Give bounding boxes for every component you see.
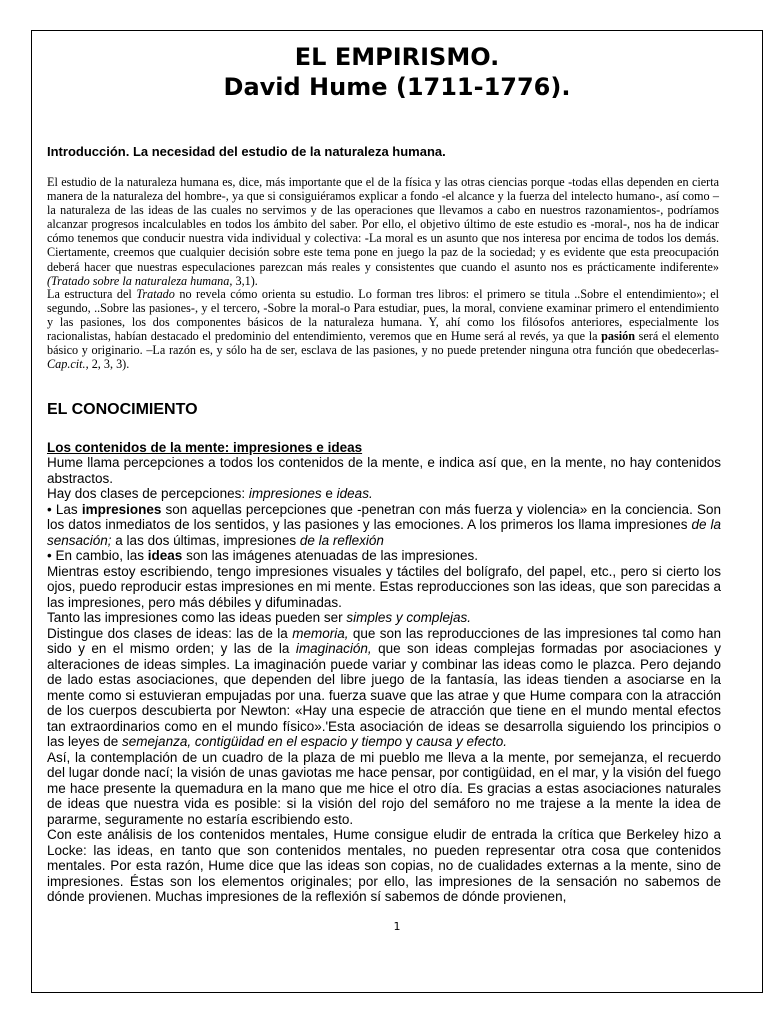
subsection-heading: Los contenidos de la mente: impresiones e ideas [47,440,363,455]
body-paragraph: • Las impresiones son aquellas percepciones que -penetran con más fuerza y violencia» en la conciencia. Son los datos inmediatos de los sentidos, y las pasiones y las emociones. A los primeros los llama impresiones de la sensación; a las dos últimas, impresiones de la reflexión [47,501,721,548]
intro-paragraph-1: El estudio de la naturaleza humana es, dice, más importante que el de la física y las otras ciencias porque -todas ellas dependen en cierta manera de la naturaleza del hombre-, ya que si consiguiéramos explicar a fondo -el alcance y la fuerza del intelecto humano-, así como –la naturaleza de las ideas de las cuales no servimos y de las operaciones que llevamos a cabo en nuestros razonamientos-, podríamos alcanzar progresos incalculables en todos los ámbito del saber. Por ello, el objetivo último de este estudio es -moral-, nos ha de indicar cómo tenemos que conducir nuestra vida individual y colectiva: -La moral es un asunto que nos interesa por encima de todos los demás. Ciertamente, creemos que cualquier decisión sobre este tema pone en juego la paz de la sociedad; y es evidente que esta preocupación deberá hacer que nuestras especulaciones parezcan más reales y consistentes que cuando el asunto nos es prácticamente indiferente» (Tratado sobre la naturaleza humana, 3,1). [47,175,719,288]
body-text [47,455,721,905]
document-title: EL EMPIRISMO. [294,43,500,71]
document-subtitle: David Hume (1711-1776). [223,73,571,101]
body-paragraph: Tanto las impresiones como las ideas pueden ser simples y complejas. [47,610,471,625]
body-paragraph: Con este análisis de los contenidos mentales, Hume consigue eludir de entrada la crítica que Berkeley hizo a Locke: las ideas, en tanto que son contenidos mentales, no pueden representar otra cosa que contenidos mentales. Por esta razón, Hume dice que las ideas son copias, no de cualidades externas a la mente, sino de impresiones. Éstas son los elementos originales; por ello, las impresiones de la sensación no sabemos de dónde provienen. Muchas impresiones de la reflexión sí sabemos de dónde provienen, [47,827,721,904]
body-paragraph: • En cambio, las ideas son las imágenes atenuadas de las impresiones. [47,548,478,563]
section-heading: EL CONOCIMIENTO [47,401,198,418]
page-number: 1 [393,920,401,933]
body-paragraph: Así, la contemplación de un cuadro de la plaza de mi pueblo me lleva a la mente, por semejanza, el recuerdo del lugar donde nací; la visión de unas gaviotas me hace pensar, por contigüidad, en el mar, y la visión del fuego me hace presente la quemadura en la mano que me hice el otro día. Es gracias a estas asociaciones naturales de ideas que nuestra vida es posible: si la visión del rojo del semáforo no me trajese a la mente la idea de pararme, seguramente no estaría escribiendo esto. [47,749,721,827]
body-paragraph: Distingue dos clases de ideas: las de la memoria, que son las reproducciones de las impresiones tal como han sido y en el mismo orden; y las de la imaginación, que son ideas complejas formadas por asociaciones y alteraciones de ideas simples. La imaginación puede variar y combinar las ideas como le plazca. Pero dejando de lado estas asociaciones, que dependen del libre juego de la fantasía, las ideas tienden a asociarse en la mente como si estuvieran empujadas por una. fuerza suave que las atrae y que Hume compara con la atracción de los cuerpos descubierta por Newton: «Hay una especie de atracción que tiene en el mundo mental efectos tan extraordinarios como en el mundo físico».'Esta asociación de ideas se desarrolla siguiendo los principios o las leyes de semejanza, contigüidad en el espacio y tiempo y causa y efecto. [47,625,721,749]
intro-heading: Introducción. La necesidad del estudio de la naturaleza humana. [47,144,446,159]
body-paragraph: Mientras estoy escribiendo, tengo impresiones visuales y táctiles del bolígrafo, del papel, etc., pero si cierto los ojos, puedo reproducir estas impresiones en mi mente. Estas reproducciones son las ideas, que son parecidas a las impresiones, pero más débiles y difuminadas. [47,563,721,610]
intro-paragraph-2: La estructura del Tratado no revela cómo orienta su estudio. Lo forman tres libros: el primero se titula ..Sobre el entendimiento»; el segundo, ..Sobre las pasiones-, y el tercero, -Sobre la moral-o Para estudiar, pues, la moral, conviene examinar primero el entendimiento y las pasiones, los dos componentes básicos de la naturaleza humana. Y, ahí como los filósofos anteriores, especialmente los racionalistas, habían destacado el predominio del entendimiento, veremos que en Hume será al revés, ya que la pasión será el elemento básico y originario. –La razón es, y sólo ha de ser, esclava de las pasiones, y no puede pretender ninguna otra función que obedecerlas- Cap.cit., 2, 3, 3). [47,287,720,372]
body-paragraph: Hume llama percepciones a todos los contenidos de la mente, e indica así que, en la mente, no hay contenidos abstractos. [47,455,721,486]
body-paragraph: Hay dos clases de percepciones: impresiones e ideas. [47,486,373,501]
